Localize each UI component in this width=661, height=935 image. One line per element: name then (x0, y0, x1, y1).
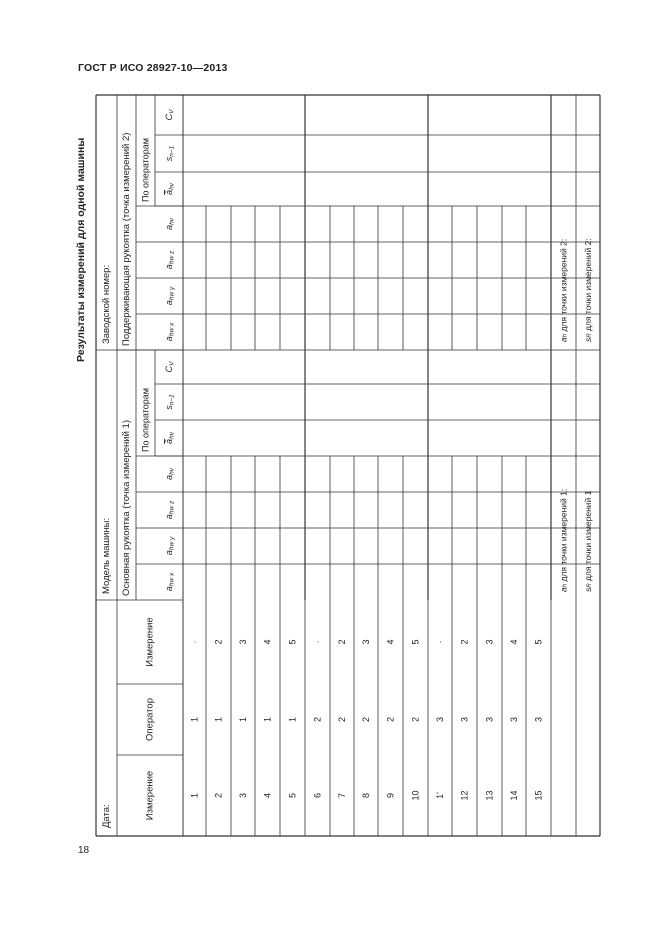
row-number-8: 8 (361, 792, 371, 799)
row-trial-12: 2 (459, 639, 470, 645)
col-header-operator: Оператор (144, 698, 156, 741)
axis-header-1-0: $a_{hw x}$ (164, 572, 175, 592)
row-operator-7: 2 (337, 716, 347, 723)
row-number-9: 9 (385, 792, 396, 799)
row-number-4: 4 (262, 792, 273, 799)
col-header-measurement: Измерение (144, 770, 156, 821)
table-title: Результаты измерений для одной машины (75, 137, 87, 362)
stat-header-2-2: $C_V$ (164, 109, 175, 121)
page-number: 18 (78, 845, 90, 856)
document-header: ГОСТ Р ИСО 28927-10—2013 (78, 62, 228, 74)
row-trial-13: 3 (484, 639, 495, 645)
footer-ah-point1: $a_h$ для точки измерений 1: (558, 488, 569, 592)
row-operator-5: 1 (287, 716, 298, 723)
axis-header-2-1: $a_{hw y}$ (164, 286, 175, 306)
date-label: Дата: (101, 804, 112, 828)
axis-header-2-0: $a_{hw x}$ (164, 322, 175, 342)
row-operator-1: 1 (189, 716, 200, 723)
model-label: Модель машины: (101, 517, 112, 594)
row-number-12: 12 (459, 790, 470, 801)
row-operator-12: 3 (459, 716, 470, 723)
by-operators-1: По операторам (140, 388, 151, 452)
row-trial-11: · (435, 640, 445, 644)
row-number-14: 14 (509, 790, 519, 801)
row-trial-15: 5 (533, 639, 544, 645)
row-operator-10: 2 (410, 716, 421, 723)
row-operator-15: 3 (533, 716, 544, 723)
row-trial-9: 4 (385, 639, 396, 645)
row-operator-9: 2 (385, 716, 396, 723)
axis-header-2-3: $a_{hv}$ (164, 218, 175, 230)
row-number-7: 7 (337, 792, 347, 799)
row-number-5: 5 (287, 792, 298, 799)
row-number-6: 6 (312, 792, 323, 799)
col-header-trial: Измерение (144, 617, 156, 667)
row-operator-11: 3 (435, 716, 445, 723)
row-trial-4: 4 (262, 639, 273, 645)
row-number-2: 2 (213, 792, 224, 799)
row-trial-5: 5 (287, 639, 298, 645)
by-operators-2: По операторам (140, 138, 151, 202)
row-trial-14: 4 (509, 639, 519, 645)
row-operator-13: 3 (484, 716, 495, 723)
row-trial-2: 2 (213, 639, 224, 645)
handle1-header: Основная рукоятка (точка измерений 1) (121, 420, 132, 596)
row-trial-10: 5 (410, 639, 421, 645)
axis-header-1-2: $a_{hw z}$ (164, 500, 175, 520)
row-number-15: 15 (533, 790, 544, 801)
stat-header-1-2: $C_V$ (164, 361, 175, 373)
axis-header-1-1: $a_{hw y}$ (164, 536, 175, 556)
row-number-3: 3 (238, 792, 248, 799)
footer-sr-point2: $s_R$ для точки измерений 2: (583, 238, 593, 342)
row-operator-6: 2 (312, 716, 323, 723)
row-number-10: 10 (410, 790, 421, 801)
row-trial-3: 3 (238, 639, 248, 645)
stat-header-1-1: $s_{n-1}$ (164, 394, 175, 410)
row-operator-14: 3 (509, 716, 519, 723)
row-trial-8: 3 (361, 639, 371, 645)
row-number-11: 1' (435, 792, 445, 799)
handle2-header: Поддерживающая рукоятка (точка измерений 2) (121, 132, 132, 346)
row-operator-8: 2 (361, 716, 371, 723)
row-number-13: 13 (484, 790, 495, 801)
row-operator-3: 1 (238, 716, 248, 723)
stat-header-2-1: $s_{n-1}$ (164, 145, 175, 162)
row-operator-2: 1 (213, 716, 224, 723)
row-operator-4: 1 (262, 716, 273, 723)
row-trial-7: 2 (337, 639, 347, 645)
footer-sr-point1: $s_R$ для точки измерений 1 (583, 490, 593, 592)
stat-header-1-0: $ā_{hv}$ (164, 432, 175, 444)
axis-header-2-2: $a_{hw z}$ (164, 250, 175, 270)
stat-header-2-0: $ā_{hv}$ (164, 183, 175, 195)
row-trial-6: · (312, 640, 323, 644)
axis-header-1-3: $a_{hv}$ (164, 468, 175, 480)
serial-label: Заводской номер: (101, 264, 112, 344)
row-trial-1: · (189, 640, 200, 644)
row-number-1: 1 (189, 792, 200, 799)
footer-ah-point2: $a_h$ для точки измерений 2: (558, 238, 569, 342)
